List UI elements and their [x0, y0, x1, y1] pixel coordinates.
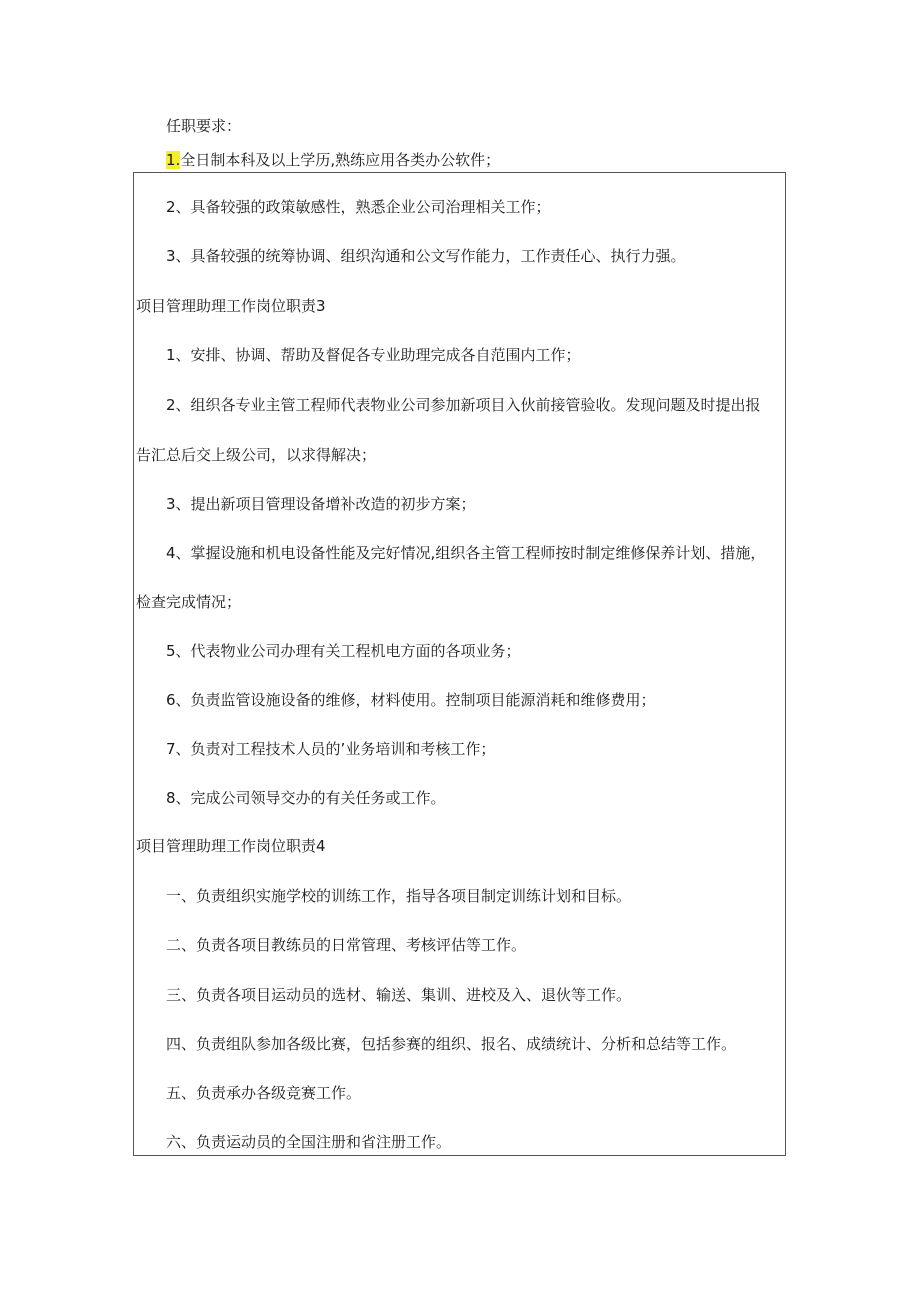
- section-3-item-continuation: 检查完成情况；: [136, 593, 242, 611]
- requirement-item-1: [166, 150, 500, 170]
- section-4-title: 项目管理助理工作岗位职责4: [136, 837, 326, 855]
- requirement-item-2: 2、具备较强的政策敏感性，熟悉企业公司治理相关工作；: [166, 198, 551, 216]
- section-3-item: 2、组织各专业主管工程师代表物业公司参加新项目入伙前接管验收。发现问题及时提出报: [166, 396, 761, 414]
- section-3-item: 5、代表物业公司办理有关工程机电方面的各项业务；: [166, 642, 521, 660]
- section-3-item: 8、完成公司领导交办的有关任务或工作。: [166, 789, 446, 807]
- section-3-item: 1、安排、协调、帮助及督促各专业助理完成各自范围内工作；: [166, 346, 581, 364]
- section-4-item: 四、负责组队参加各级比赛，包括参赛的组织、报名、成绩统计、分析和总结等工作。: [166, 1035, 737, 1053]
- requirement-item-3: 3、具备较强的统筹协调、组织沟通和公文写作能力，工作责任心、执行力强。: [166, 247, 686, 265]
- section-3-item: 7、负责对工程技术人员的’业务培训和考核工作；: [166, 740, 496, 758]
- section-3-item: 6、负责监管设施设备的维修，材料使用。控制项目能源消耗和维修费用；: [166, 691, 656, 709]
- highlighted-item-number: 1.: [166, 151, 181, 169]
- section-3-item-continuation: 告汇总后交上级公司，以求得解决；: [136, 446, 377, 464]
- requirement-item-1-text: 全日制本科及以上学历,熟练应用各类办公软件；: [180, 151, 501, 169]
- section-4-item: 六、负责运动员的全国注册和省注册工作。: [166, 1133, 452, 1151]
- section-4-item: 二、负责各项目教练员的日常管理、考核评估等工作。: [166, 936, 527, 954]
- section-4-item: 三、负责各项目运动员的选材、输送、集训、进校及入、退伙等工作。: [166, 986, 632, 1004]
- section-4-item: 五、负责承办各级竞赛工作。: [166, 1084, 362, 1102]
- content-frame: [133, 172, 786, 1156]
- requirements-heading: 任职要求：: [166, 117, 242, 135]
- section-3-item: 4、掌握设施和机电设备性能及完好情况,组织各主管工程师按时制定维修保养计划、措施，: [166, 544, 766, 562]
- section-3-title: 项目管理助理工作岗位职责3: [136, 297, 326, 315]
- section-3-item: 3、提出新项目管理设备增补改造的初步方案；: [166, 495, 476, 513]
- section-4-item: 一、负责组织实施学校的训练工作，指导各项目制定训练计划和目标。: [166, 887, 632, 905]
